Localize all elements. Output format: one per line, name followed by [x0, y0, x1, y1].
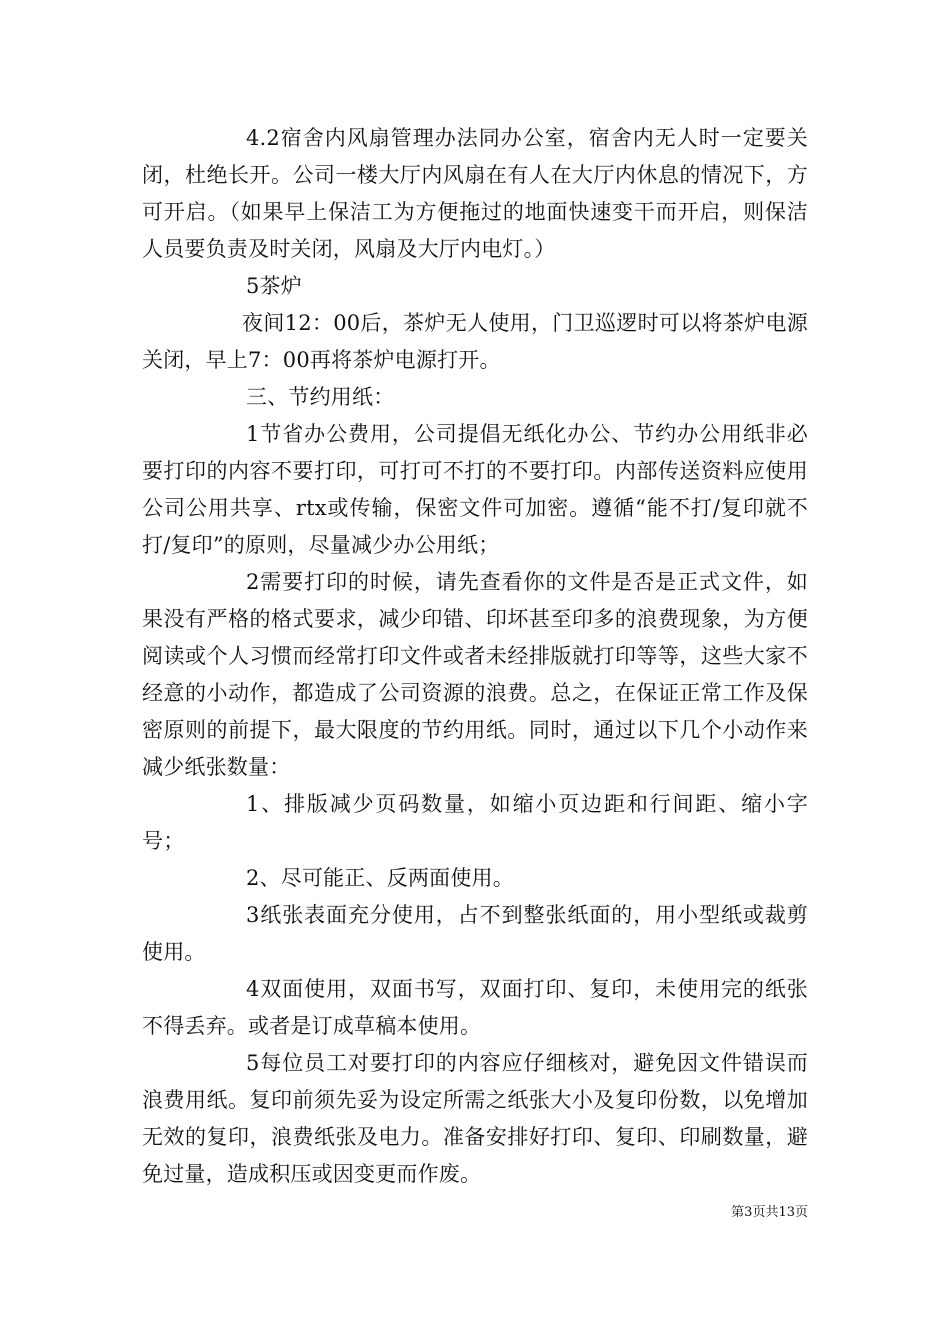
heading-tea-boiler: 5茶炉	[246, 274, 302, 298]
list-item-1: 1、排版减少页码数量，如缩小页边距和行间距、缩小字号；	[142, 792, 808, 853]
list-item-2: 2、尽可能正、反两面使用。	[246, 866, 514, 890]
paragraph-paper-2: 2需要打印的时候，请先查看你的文件是否是正式文件，如果没有严格的格式要求，减少印错、印坏甚至印多的浪费现象，为方便阅读或个人习惯而经常打印文件或者未经排版就打印等等，这些大家不经意的小动作，都造成了公司资源的浪费。总之，在保证正常工作及保密原则的前提下，最大限度的节约用纸。同时，通过以下几个小动作来减少纸张数量：	[142, 570, 808, 779]
paragraph-dorm-fan: 4.2宿舍内风扇管理办法同办公室，宿舍内无人时一定要关闭，杜绝长开。公司一楼大厅内风扇在有人在大厅内休息的情况下，方可开启。（如果早上保洁工为方便拖过的地面快速变干而开启，则保洁人员要负责及时关闭，风扇及大厅内电灯。）	[142, 126, 808, 261]
paragraph-paper-5: 5每位员工对要打印的内容应仔细核对，避免因文件错误而浪费用纸。复印前须先妥为设定所需之纸张大小及复印份数，以免增加无效的复印，浪费纸张及电力。准备安排好打印、复印、印刷数量，避免过量，造成积压或因变更而作废。	[142, 1051, 808, 1186]
heading-save-paper: 三、节约用纸：	[246, 385, 395, 409]
paragraph-paper-4: 4双面使用，双面书写，双面打印、复印，未使用完的纸张不得丢弃。或者是订成草稿本使用。	[142, 977, 808, 1038]
paragraph-paper-3: 3纸张表面充分使用，占不到整张纸面的，用小型纸或裁剪使用。	[142, 903, 808, 964]
paragraph-paper-1: 1节省办公费用，公司提倡无纸化办公、节约办公用纸非必要打印的内容不要打印，可打可不打的不要打印。内部传送资料应使用公司公用共享、rtx或传输，保密文件可加密。遵循“能不打/复印就不打/复印”的原则，尽量减少办公用纸；	[142, 422, 808, 557]
paragraph-tea-boiler: 夜间12：00后，茶炉无人使用，门卫巡逻时可以将茶炉电源关闭，早上7：00再将茶炉电源打开。	[142, 311, 808, 372]
document-body	[142, 120, 808, 1193]
page-number-footer: 第3页共13页	[731, 1205, 808, 1220]
